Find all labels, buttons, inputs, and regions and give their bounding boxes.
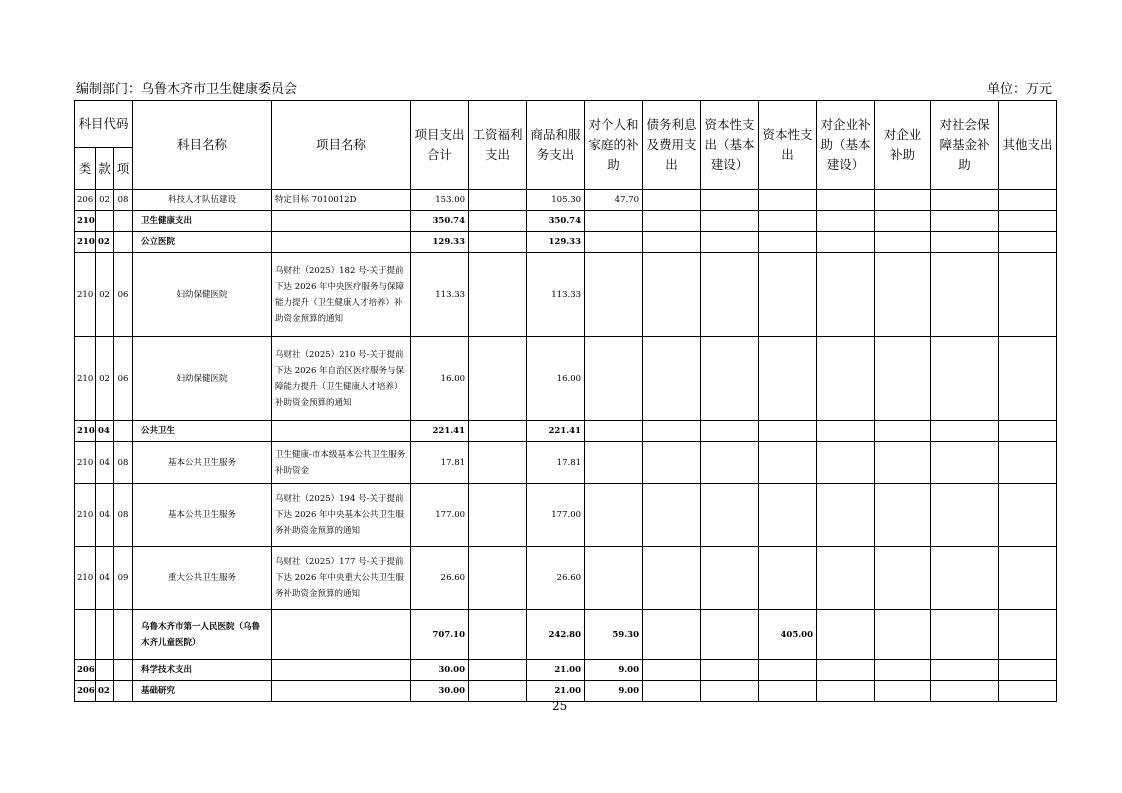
cell-enterprise bbox=[875, 681, 931, 702]
cell-debt bbox=[643, 337, 701, 421]
table-row bbox=[75, 610, 1057, 660]
cell-wage bbox=[469, 337, 527, 421]
cell-debt bbox=[643, 421, 701, 442]
cell-wage bbox=[469, 610, 527, 660]
cell-debt bbox=[643, 681, 701, 702]
cell-xiang bbox=[114, 660, 133, 681]
cell-debt bbox=[643, 232, 701, 253]
cell-project: 乌财社（2025）210 号-关于提前下达 2026 年自治区医疗服务与保障能力提升（卫生健康人才培养）补助资金预算的通知 bbox=[272, 337, 411, 421]
cell-lei: 210 bbox=[75, 421, 96, 442]
cell-enterprise bbox=[875, 337, 931, 421]
cell-wage bbox=[469, 232, 527, 253]
cell-social bbox=[931, 337, 999, 421]
cell-capital-basic bbox=[701, 681, 759, 702]
header-capital: 资本性支出 bbox=[759, 101, 817, 190]
cell-subject: 重大公共卫生服务 bbox=[133, 547, 272, 610]
cell-other bbox=[999, 421, 1057, 442]
cell-capital bbox=[759, 337, 817, 421]
header-social: 对社会保障基金补助 bbox=[931, 101, 999, 190]
cell-xiang: 08 bbox=[114, 484, 133, 547]
cell-social bbox=[931, 660, 999, 681]
cell-enterprise-basic bbox=[817, 610, 875, 660]
cell-lei: 210 bbox=[75, 253, 96, 337]
expenditure-table bbox=[74, 100, 1057, 702]
table-row bbox=[75, 211, 1057, 232]
cell-capital-basic bbox=[701, 610, 759, 660]
cell-wage bbox=[469, 253, 527, 337]
table-row bbox=[75, 337, 1057, 421]
cell-kuan: 02 bbox=[96, 253, 114, 337]
cell-debt bbox=[643, 211, 701, 232]
cell-enterprise-basic bbox=[817, 484, 875, 547]
cell-subject: 妇幼保健医院 bbox=[133, 253, 272, 337]
cell-capital-basic bbox=[701, 660, 759, 681]
cell-capital-basic bbox=[701, 547, 759, 610]
cell-debt bbox=[643, 547, 701, 610]
cell-capital-basic bbox=[701, 190, 759, 211]
header-enterprise-basic: 对企业补助（基本建设） bbox=[817, 101, 875, 190]
table-row bbox=[75, 232, 1057, 253]
cell-other bbox=[999, 337, 1057, 421]
cell-subject: 基本公共卫生服务 bbox=[133, 484, 272, 547]
cell-goods: 17.81 bbox=[527, 442, 585, 484]
cell-project bbox=[272, 660, 411, 681]
table-row bbox=[75, 660, 1057, 681]
cell-lei: 210 bbox=[75, 232, 96, 253]
cell-kuan: 02 bbox=[96, 232, 114, 253]
cell-capital-basic bbox=[701, 337, 759, 421]
header-enterprise: 对企业补助 bbox=[875, 101, 931, 190]
cell-enterprise bbox=[875, 547, 931, 610]
cell-personal bbox=[585, 337, 643, 421]
cell-social bbox=[931, 610, 999, 660]
cell-subject: 乌鲁木齐市第一人民医院（乌鲁木齐儿童医院） bbox=[133, 610, 272, 660]
cell-project: 乌财社（2025）182 号-关于提前下达 2026 年中央医疗服务与保障能力提升（卫生健康人才培养）补助资金预算的通知 bbox=[272, 253, 411, 337]
cell-kuan: 04 bbox=[96, 442, 114, 484]
cell-goods: 350.74 bbox=[527, 211, 585, 232]
cell-lei: 210 bbox=[75, 547, 96, 610]
cell-capital bbox=[759, 421, 817, 442]
cell-personal: 59.30 bbox=[585, 610, 643, 660]
cell-kuan: 04 bbox=[96, 421, 114, 442]
cell-enterprise bbox=[875, 232, 931, 253]
cell-xiang: 08 bbox=[114, 442, 133, 484]
cell-enterprise-basic bbox=[817, 337, 875, 421]
cell-social bbox=[931, 547, 999, 610]
cell-wage bbox=[469, 660, 527, 681]
cell-subject: 公共卫生 bbox=[133, 421, 272, 442]
cell-project bbox=[272, 211, 411, 232]
cell-debt bbox=[643, 442, 701, 484]
cell-project: 特定目标 7010012D bbox=[272, 190, 411, 211]
cell-goods: 129.33 bbox=[527, 232, 585, 253]
header-other: 其他支出 bbox=[999, 101, 1057, 190]
cell-capital-basic bbox=[701, 211, 759, 232]
cell-enterprise-basic bbox=[817, 442, 875, 484]
cell-other bbox=[999, 442, 1057, 484]
cell-other bbox=[999, 484, 1057, 547]
cell-wage bbox=[469, 442, 527, 484]
table-row bbox=[75, 253, 1057, 337]
cell-capital bbox=[759, 660, 817, 681]
header-code-group: 科目代码 bbox=[75, 101, 133, 148]
cell-project: 卫生健康-市本级基本公共卫生服务补助资金 bbox=[272, 442, 411, 484]
cell-goods: 26.60 bbox=[527, 547, 585, 610]
cell-enterprise bbox=[875, 442, 931, 484]
cell-capital-basic bbox=[701, 253, 759, 337]
cell-lei: 206 bbox=[75, 660, 96, 681]
cell-capital bbox=[759, 442, 817, 484]
cell-capital-basic bbox=[701, 484, 759, 547]
cell-total: 221.41 bbox=[411, 421, 469, 442]
cell-capital bbox=[759, 190, 817, 211]
cell-enterprise-basic bbox=[817, 681, 875, 702]
cell-total: 30.00 bbox=[411, 681, 469, 702]
cell-project: 乌财社（2025）177 号-关于提前下达 2026 年中央重大公共卫生服务补助资金预算的通知 bbox=[272, 547, 411, 610]
cell-other bbox=[999, 211, 1057, 232]
cell-project bbox=[272, 421, 411, 442]
cell-social bbox=[931, 232, 999, 253]
cell-xiang bbox=[114, 421, 133, 442]
cell-enterprise bbox=[875, 484, 931, 547]
cell-other bbox=[999, 547, 1057, 610]
cell-xiang: 09 bbox=[114, 547, 133, 610]
cell-social bbox=[931, 190, 999, 211]
cell-lei: 210 bbox=[75, 337, 96, 421]
cell-enterprise bbox=[875, 660, 931, 681]
cell-subject: 基础研究 bbox=[133, 681, 272, 702]
cell-enterprise-basic bbox=[817, 232, 875, 253]
cell-lei: 210 bbox=[75, 442, 96, 484]
cell-total: 707.10 bbox=[411, 610, 469, 660]
cell-social bbox=[931, 442, 999, 484]
cell-goods: 177.00 bbox=[527, 484, 585, 547]
cell-xiang: 06 bbox=[114, 337, 133, 421]
cell-capital-basic bbox=[701, 232, 759, 253]
cell-personal bbox=[585, 421, 643, 442]
cell-wage bbox=[469, 211, 527, 232]
cell-personal: 47.70 bbox=[585, 190, 643, 211]
cell-enterprise-basic bbox=[817, 421, 875, 442]
cell-social bbox=[931, 681, 999, 702]
cell-total: 129.33 bbox=[411, 232, 469, 253]
cell-xiang bbox=[114, 232, 133, 253]
cell-xiang: 06 bbox=[114, 253, 133, 337]
cell-goods: 21.00 bbox=[527, 681, 585, 702]
cell-lei: 210 bbox=[75, 211, 96, 232]
header-total: 项目支出合计 bbox=[411, 101, 469, 190]
cell-subject: 科学技术支出 bbox=[133, 660, 272, 681]
cell-wage bbox=[469, 681, 527, 702]
table-row bbox=[75, 547, 1057, 610]
header-xiang: 项 bbox=[114, 148, 133, 190]
cell-goods: 221.41 bbox=[527, 421, 585, 442]
cell-total: 350.74 bbox=[411, 211, 469, 232]
cell-project bbox=[272, 610, 411, 660]
cell-kuan bbox=[96, 610, 114, 660]
cell-total: 17.81 bbox=[411, 442, 469, 484]
cell-lei: 206 bbox=[75, 681, 96, 702]
cell-goods: 21.00 bbox=[527, 660, 585, 681]
cell-enterprise-basic bbox=[817, 253, 875, 337]
cell-wage bbox=[469, 484, 527, 547]
header-capital-basic: 资本性支出（基本建设） bbox=[701, 101, 759, 190]
cell-enterprise bbox=[875, 190, 931, 211]
cell-total: 177.00 bbox=[411, 484, 469, 547]
cell-project bbox=[272, 681, 411, 702]
cell-enterprise-basic bbox=[817, 190, 875, 211]
cell-kuan: 02 bbox=[96, 337, 114, 421]
cell-enterprise bbox=[875, 211, 931, 232]
cell-kuan bbox=[96, 660, 114, 681]
cell-subject: 妇幼保健医院 bbox=[133, 337, 272, 421]
cell-lei: 206 bbox=[75, 190, 96, 211]
cell-subject: 基本公共卫生服务 bbox=[133, 442, 272, 484]
header-goods: 商品和服务支出 bbox=[527, 101, 585, 190]
cell-subject: 卫生健康支出 bbox=[133, 211, 272, 232]
cell-other bbox=[999, 610, 1057, 660]
page-number: 25 bbox=[552, 699, 568, 713]
cell-personal bbox=[585, 547, 643, 610]
cell-project bbox=[272, 232, 411, 253]
cell-kuan: 02 bbox=[96, 681, 114, 702]
table-row bbox=[75, 421, 1057, 442]
cell-capital-basic bbox=[701, 442, 759, 484]
cell-kuan: 02 bbox=[96, 190, 114, 211]
cell-xiang bbox=[114, 610, 133, 660]
cell-kuan bbox=[96, 211, 114, 232]
cell-social bbox=[931, 484, 999, 547]
cell-capital bbox=[759, 211, 817, 232]
cell-personal bbox=[585, 484, 643, 547]
cell-other bbox=[999, 660, 1057, 681]
cell-total: 26.60 bbox=[411, 547, 469, 610]
header-debt: 债务利息及费用支出 bbox=[643, 101, 701, 190]
header-subject-name: 科目名称 bbox=[133, 101, 272, 190]
header-kuan: 款 bbox=[96, 148, 114, 190]
table-row bbox=[75, 190, 1057, 211]
cell-kuan: 04 bbox=[96, 547, 114, 610]
cell-debt bbox=[643, 660, 701, 681]
cell-other bbox=[999, 681, 1057, 702]
cell-social bbox=[931, 253, 999, 337]
cell-personal bbox=[585, 211, 643, 232]
cell-capital bbox=[759, 484, 817, 547]
department-label: 编制部门：乌鲁木齐市卫生健康委员会 bbox=[76, 82, 298, 97]
cell-capital bbox=[759, 547, 817, 610]
cell-wage bbox=[469, 190, 527, 211]
cell-total: 30.00 bbox=[411, 660, 469, 681]
cell-total: 16.00 bbox=[411, 337, 469, 421]
cell-xiang bbox=[114, 211, 133, 232]
table-body bbox=[75, 190, 1057, 702]
cell-total: 113.33 bbox=[411, 253, 469, 337]
cell-lei: 210 bbox=[75, 484, 96, 547]
cell-subject: 科技人才队伍建设 bbox=[133, 190, 272, 211]
cell-capital: 405.00 bbox=[759, 610, 817, 660]
cell-capital bbox=[759, 681, 817, 702]
cell-personal: 9.00 bbox=[585, 681, 643, 702]
cell-goods: 242.80 bbox=[527, 610, 585, 660]
cell-enterprise bbox=[875, 610, 931, 660]
cell-project: 乌财社（2025）194 号-关于提前下达 2026 年中央基本公共卫生服务补助资金预算的通知 bbox=[272, 484, 411, 547]
cell-social bbox=[931, 421, 999, 442]
cell-xiang: 08 bbox=[114, 190, 133, 211]
cell-other bbox=[999, 232, 1057, 253]
cell-enterprise bbox=[875, 253, 931, 337]
cell-wage bbox=[469, 547, 527, 610]
header-wage: 工资福利支出 bbox=[469, 101, 527, 190]
header-lei: 类 bbox=[75, 148, 96, 190]
cell-capital-basic bbox=[701, 421, 759, 442]
cell-goods: 105.30 bbox=[527, 190, 585, 211]
cell-kuan: 04 bbox=[96, 484, 114, 547]
cell-enterprise-basic bbox=[817, 211, 875, 232]
cell-capital bbox=[759, 232, 817, 253]
cell-total: 153.00 bbox=[411, 190, 469, 211]
cell-debt bbox=[643, 610, 701, 660]
header-personal: 对个人和家庭的补助 bbox=[585, 101, 643, 190]
cell-personal bbox=[585, 442, 643, 484]
cell-goods: 16.00 bbox=[527, 337, 585, 421]
cell-personal: 9.00 bbox=[585, 660, 643, 681]
cell-subject: 公立医院 bbox=[133, 232, 272, 253]
cell-personal bbox=[585, 253, 643, 337]
cell-debt bbox=[643, 253, 701, 337]
cell-social bbox=[931, 211, 999, 232]
cell-enterprise-basic bbox=[817, 547, 875, 610]
cell-wage bbox=[469, 421, 527, 442]
cell-enterprise-basic bbox=[817, 660, 875, 681]
table-row bbox=[75, 442, 1057, 484]
cell-lei bbox=[75, 610, 96, 660]
unit-label: 单位：万元 bbox=[986, 82, 1052, 97]
cell-personal bbox=[585, 232, 643, 253]
cell-other bbox=[999, 253, 1057, 337]
cell-debt bbox=[643, 190, 701, 211]
table-row bbox=[75, 484, 1057, 547]
cell-capital bbox=[759, 253, 817, 337]
cell-goods: 113.33 bbox=[527, 253, 585, 337]
cell-xiang bbox=[114, 681, 133, 702]
cell-debt bbox=[643, 484, 701, 547]
cell-other bbox=[999, 190, 1057, 211]
header-project-name: 项目名称 bbox=[272, 101, 411, 190]
cell-enterprise bbox=[875, 421, 931, 442]
